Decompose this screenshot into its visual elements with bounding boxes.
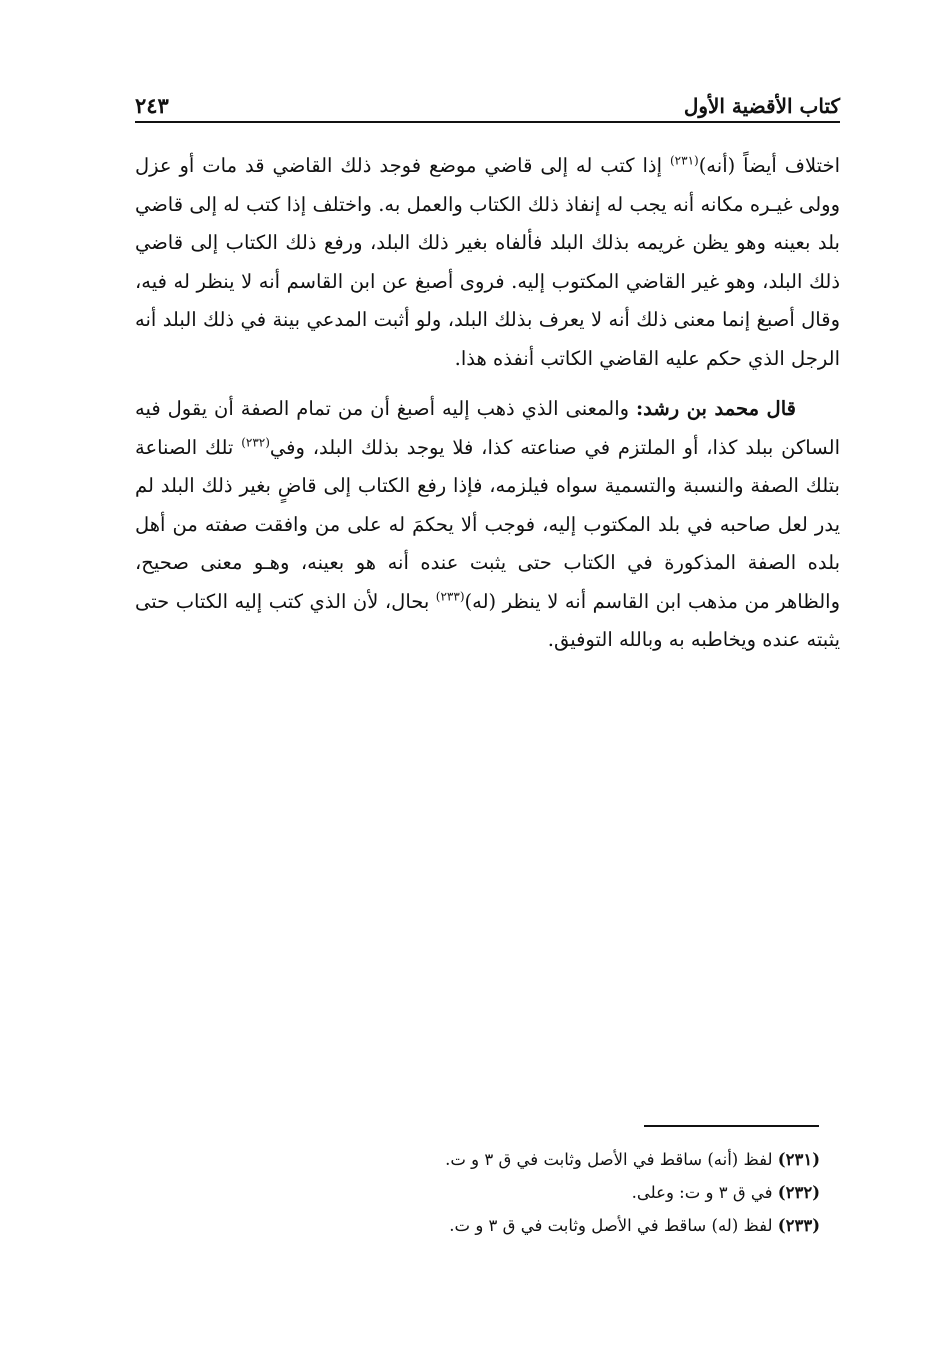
footnote-text: في ق ٣ و ت: وعلى. (631, 1183, 778, 1202)
footnote-ref-233: (٢٣٣) (435, 589, 465, 603)
footnote-number: (٢٣٢) (777, 1183, 820, 1202)
paragraph-1 (135, 147, 840, 378)
running-header (135, 82, 840, 118)
book-title: كتاب الأقضية الأول (683, 94, 840, 118)
paragraph-1-part-2: إذا كتب له إلى قاضي موضع فوجد ذلك القاضي قد مات أو عزل وولى غيـره مكانه أنه يجب له إنفاذ ذلك الكتاب والعمل به. واختلف إذا كتب له إلى قاضي بلد بعينه وهو يظن غريمه بذلك البلد فألفاه بغير ذلك البلد، ورفع ذلك الكتاب إلى قاضي ذلك البلد، وهو غير القاضي المكتوب إليه. فروى أصبغ عن ابن القاسم أنه لا ينظر له فيه، وقال أصبغ إنما معنى ذلك أنه لا يعرف بذلك البلد، ولو أثبت المدعي بينة في ذلك البلد أنه الرجل الذي حكم عليه القاضي الكاتب أنفذه هذا. (135, 154, 840, 370)
page-number: ٢٤٣ (135, 93, 169, 118)
paragraph-2 (135, 390, 840, 660)
paragraph-1-part-1: اختلاف أيضاً (أنه) (698, 154, 840, 177)
speaker-label: قال محمد بن رشد: (635, 397, 796, 420)
footnote-ref-232: (٢٣٢) (241, 435, 270, 449)
footnote-232 (330, 1176, 820, 1209)
footnote-text: لفظ (له) ساقط في الأصل وثابت في ق ٣ و ت. (449, 1216, 778, 1235)
main-text (135, 147, 840, 660)
footnote-233 (330, 1209, 820, 1242)
footnote-text: لفظ (أنه) ساقط في الأصل وثابت في ق ٣ و ت. (445, 1150, 778, 1169)
footnotes (330, 1143, 820, 1242)
footnote-rule (644, 1125, 819, 1127)
footnote-number: (٢٣٣) (777, 1216, 820, 1235)
footnote-ref-231: (٢٣١) (669, 153, 699, 168)
footnote-231 (330, 1143, 820, 1176)
footnote-number: (٢٣١) (777, 1150, 820, 1169)
paragraph-2-part-1: والمعنى الذي ذهب إليه أصبغ أن من تمام الصفة أن يقول فيه الساكن ببلد كذا، أو الملتزم في صناعته كذا، فلا يوجد بذلك البلد، وفي (135, 397, 840, 459)
header-rule (135, 121, 840, 123)
paragraph-2-part-2: تلك الصناعة بتلك الصفة والنسبة والتسمية سواه فيلزمه، فإذا رفع الكتاب إلى قاضٍ بغير ذلك البلد لم يدر لعل صاحبه في بلد المكتوب إليه، فوجب ألا يحكمَ له على من وافقت صفته من أهل بلده الصفة المذكورة في الكتاب حتى يثبت عنده أنه هو بعينه، وهـو معنى صحيح، والظاهر من مذهب ابن القاسم أنه لا ينظر (له) (135, 435, 841, 613)
paragraph-2-part-3: بحال، لأن الذي كتب إليه الكتاب حتى يثبته عنده ويخاطبه به وبالله التوفيق. (135, 589, 840, 651)
